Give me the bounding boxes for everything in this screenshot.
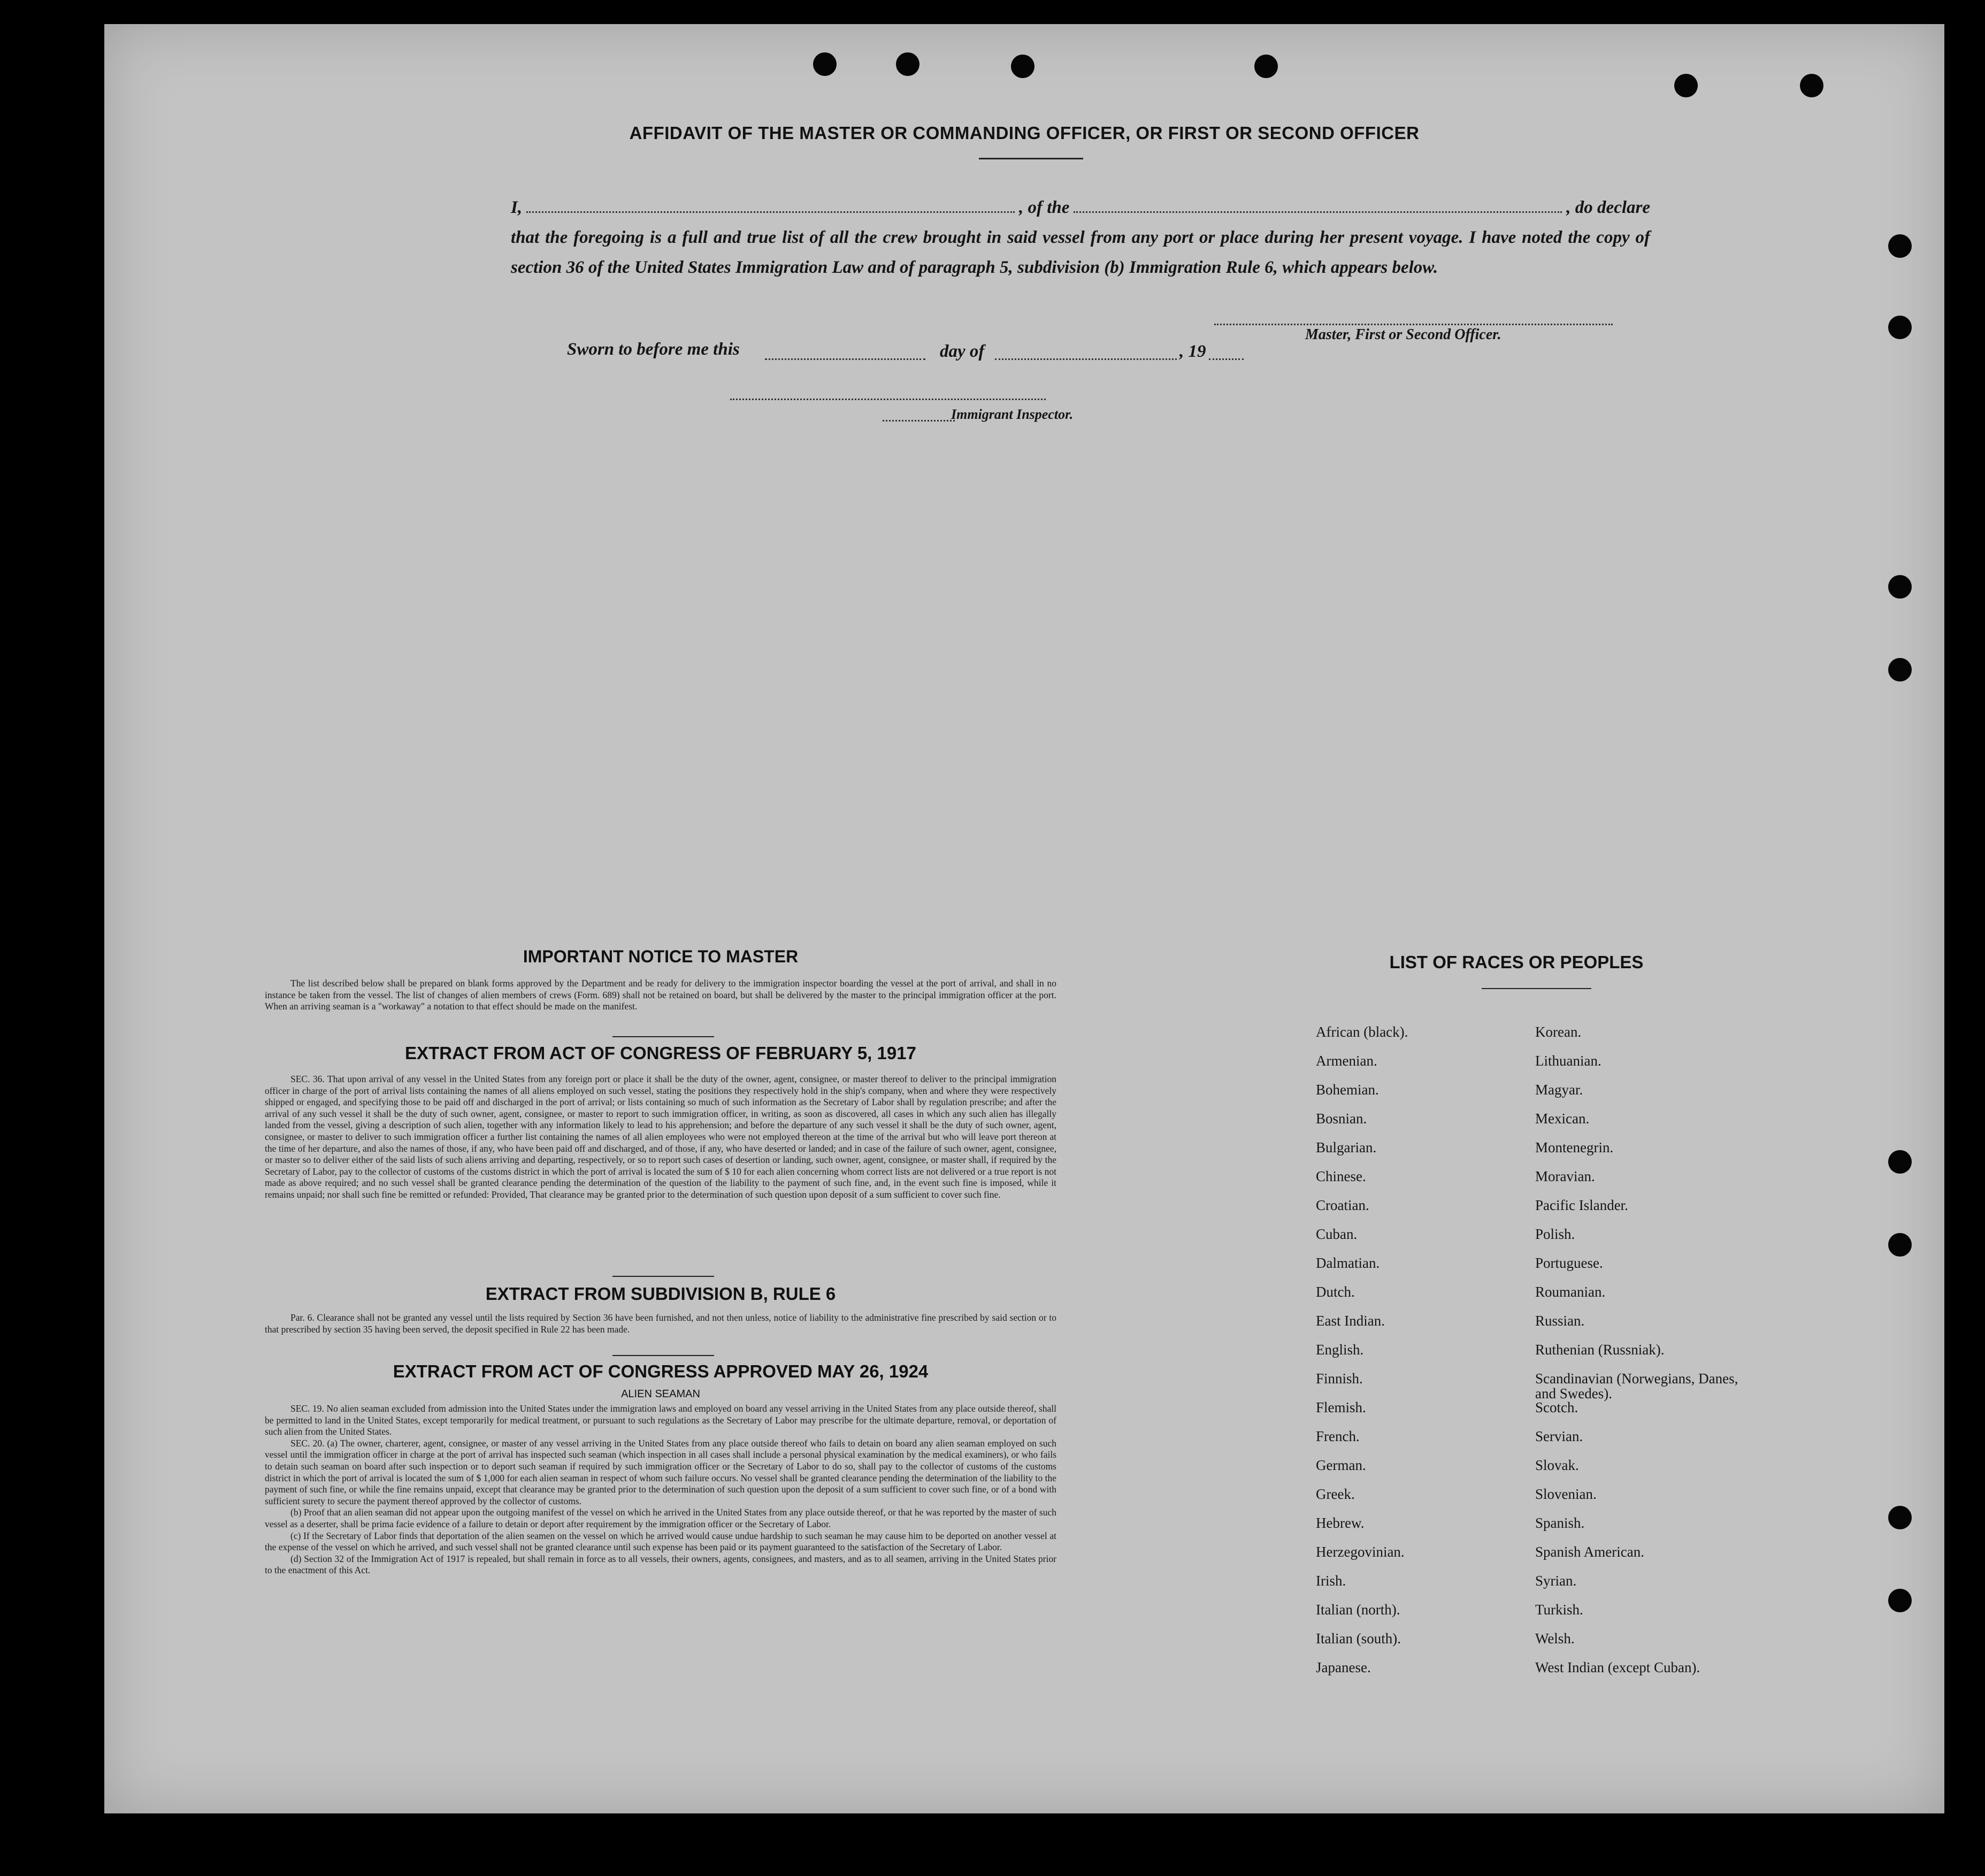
race-item: Turkish. xyxy=(1535,1602,1583,1618)
punch-hole xyxy=(896,52,919,76)
punch-hole xyxy=(1674,74,1698,97)
inspector-dots xyxy=(883,420,955,422)
inspector-label: Immigrant Inspector. xyxy=(951,407,1074,422)
race-item: Italian (north). xyxy=(1316,1602,1400,1618)
declarant-name-field[interactable] xyxy=(526,211,1015,213)
races-column-1 xyxy=(1316,1024,1541,1689)
race-item: Welsh. xyxy=(1535,1630,1575,1647)
punch-hole xyxy=(1888,1233,1912,1257)
race-item: Bulgarian. xyxy=(1316,1139,1377,1155)
race-item: Slovak. xyxy=(1535,1457,1579,1473)
year-label: , 19 xyxy=(1179,342,1206,361)
race-item: Armenian. xyxy=(1316,1053,1377,1069)
rule-6-rule xyxy=(612,1355,714,1356)
race-item: Slovenian. xyxy=(1535,1486,1597,1502)
rule-6-text xyxy=(265,1312,1056,1335)
extract-1917-title: EXTRACT FROM ACT OF CONGRESS OF FEBRUARY 5, 1917 xyxy=(405,1043,916,1063)
race-item: Magyar. xyxy=(1535,1082,1583,1098)
notice-rule xyxy=(612,1036,714,1037)
sworn-label: Sworn to before me this xyxy=(567,340,740,359)
title-rule xyxy=(979,158,1083,159)
race-item: Chinese. xyxy=(1316,1168,1366,1184)
notice-title: IMPORTANT NOTICE TO MASTER xyxy=(523,947,799,966)
race-item: Greek. xyxy=(1316,1486,1355,1502)
sec-19-paragraph: SEC. 19. No alien seaman excluded from admission into the United States under the immigration laws and employed on board any vessel arriving in the United States from any place outside thereof, shall be permitted to land in the United States, except temporarily for medical treatment, or pursuant to such regulations as the Secretary of Labor may prescribe for the ultimate departure, removal, or deportation of such alien from the United States. xyxy=(265,1403,1056,1437)
race-item: Syrian. xyxy=(1535,1573,1577,1589)
inspector-signature-field[interactable] xyxy=(730,399,1046,400)
race-item: Spanish. xyxy=(1535,1515,1585,1531)
race-item: African (black). xyxy=(1316,1024,1408,1040)
races-column-2 xyxy=(1535,1024,1749,1689)
sworn-day-field[interactable] xyxy=(765,358,925,360)
race-item: Portuguese. xyxy=(1535,1255,1603,1271)
race-item: Polish. xyxy=(1535,1226,1575,1242)
race-item: Scotch. xyxy=(1535,1399,1578,1415)
race-item: Korean. xyxy=(1535,1024,1582,1040)
punch-hole xyxy=(1888,575,1912,599)
extract-1924-title: EXTRACT FROM ACT OF CONGRESS APPROVED MAY 26, 1924 xyxy=(393,1361,929,1381)
race-item: Lithuanian. xyxy=(1535,1053,1601,1069)
punch-hole xyxy=(1800,74,1823,97)
vessel-name-field[interactable] xyxy=(1074,211,1562,213)
race-item: Moravian. xyxy=(1535,1168,1595,1184)
race-item: Scandinavian (Norwegians, Danes, and Swedes). xyxy=(1535,1370,1738,1402)
document-sheet xyxy=(104,24,1944,1813)
race-item: West Indian (except Cuban). xyxy=(1535,1659,1700,1675)
race-item: Pacific Islander. xyxy=(1535,1197,1628,1213)
declarant-prefix: I, xyxy=(511,198,523,217)
alien-seaman-subtitle: ALIEN SEAMAN xyxy=(621,1388,700,1400)
par-6-paragraph: Par. 6. Clearance shall not be granted any vessel until the lists required by Section 36 have been furnished, and not then unless, notice of liability to the administrative fine prescribed by said section or to that prescribed by section 35 having been served, the deposit specified in Rule 22 has been made. xyxy=(265,1312,1056,1335)
sec-20b-paragraph: (b) Proof that an alien seaman did not appear upon the outgoing manifest of the vessel on which he arrived in the United States from any place outside thereof, or that he was reported by the master of such vessel as a deserter, shall be prima facie evidence of a failure to detain or deport after requirement by the immigration officer or the Secretary of Labor. xyxy=(265,1507,1056,1529)
race-item: Flemish. xyxy=(1316,1399,1366,1415)
sec-20d-paragraph: (d) Section 32 of the Immigration Act of 1917 is repealed, but shall remain in force as to all vessels, their owners, agents, consignees, and masters, and as to all seamen, arriving in the United States prior to the enactment of this Act. xyxy=(265,1553,1056,1576)
punch-hole xyxy=(1888,1506,1912,1529)
extract-1924-text xyxy=(265,1403,1056,1576)
master-signature-field[interactable] xyxy=(1214,324,1613,325)
race-item: East Indian. xyxy=(1316,1313,1385,1329)
punch-hole xyxy=(1888,316,1912,339)
race-item: Hebrew. xyxy=(1316,1515,1365,1531)
sec-20c-paragraph: (c) If the Secretary of Labor finds that deportation of the alien seamen on the vessel on which he arrived would cause undue hardship to such seaman he may cause him to be deported on another vessel at the expense of the vessel on which he arrived, and such vessel shall not be granted clearance until such expense has been paid or its payment guaranteed to the satisfaction of the Secretary of Labor. xyxy=(265,1530,1056,1553)
race-item: Dalmatian. xyxy=(1316,1255,1380,1271)
race-item: German. xyxy=(1316,1457,1366,1473)
declaration-line xyxy=(511,193,1650,223)
day-of-label: day of xyxy=(940,342,985,361)
race-item: Russian. xyxy=(1535,1313,1585,1329)
race-item: Bosnian. xyxy=(1316,1111,1367,1127)
race-item: Italian (south). xyxy=(1316,1630,1401,1647)
race-item: Croatian. xyxy=(1316,1197,1369,1213)
race-item: Herzegovinian. xyxy=(1316,1544,1405,1560)
rule-6-title: EXTRACT FROM SUBDIVISION B, RULE 6 xyxy=(485,1284,836,1304)
race-item: Cuban. xyxy=(1316,1226,1358,1242)
races-rule xyxy=(1482,988,1591,989)
sec-36-paragraph: SEC. 36. That upon arrival of any vessel in the United States from any foreign port or place it shall be the duty of the owner, agent, consignee, or master thereof to deliver to the principal immigration officer in charge of the port of arrival lists containing the names of all aliens employed on such vessel, stating the positions they respectively hold in the ship's company, when and where they were respectively shipped or engaged, and specifying those to be paid off and discharged in the port of arrival; or lists containing so much of such information as the Secretary of Labor shall by regulation prescribe; and after the arrival of any such vessel it shall be the duty of such owner, agent, consignee, or master to report to such immigration officer, in writing, as soon as discovered, all cases in which any such alien has illegally landed from the vessel, giving a description of such alien, together with any information likely to lead to his apprehension; and before the departure of any such vessel it shall be the duty of such owner, agent, consignee, or master to deliver to such immigration officer a further list containing the names of all alien employees who were not employed thereon at the time of the arrival but who will leave port thereon at the time of her departure, and also the names of those, if any, who have been paid off and discharged, and of those, if any, who have deserted or landed; and in case of the failure of such owner, agent, consignee, or master so to deliver either of the said lists of such aliens arriving and departing, respectively, or so to report such cases of desertion or landing, such owner, agent, consignee, or master shall, if required by the Secretary of Labor, pay to the collector of customs of the customs district in which the port of arrival is located the sum of $ 10 for each alien concerning whom correct lists are not delivered or a true report is not made as above required; and no such vessel shall be granted clearance pending the determination of the question of the liability to the payment of such fine, and, in the event such fine is imposed, while it remains unpaid; nor shall such fine be remitted or refunded: Provided, That clearance may be granted prior to the determination of such question upon deposit of a sum sufficient to cover such fine. xyxy=(265,1074,1056,1200)
race-item: Irish. xyxy=(1316,1573,1346,1589)
punch-hole xyxy=(1011,55,1034,78)
race-item: Finnish. xyxy=(1316,1370,1363,1387)
punch-hole xyxy=(1888,1150,1912,1174)
declare-text: , do declare xyxy=(1566,198,1650,217)
extract-1917-text xyxy=(265,1074,1056,1201)
race-item: Spanish American. xyxy=(1535,1544,1644,1560)
sworn-year-field[interactable] xyxy=(1209,358,1244,360)
race-item: Mexican. xyxy=(1535,1111,1590,1127)
extract-1917-rule xyxy=(612,1276,714,1277)
vessel-prefix: , of the xyxy=(1018,198,1070,217)
notice-text xyxy=(265,978,1056,1013)
punch-hole xyxy=(813,52,837,76)
race-item: Montenegrin. xyxy=(1535,1139,1614,1155)
punch-hole xyxy=(1888,234,1912,258)
punch-hole xyxy=(1888,1589,1912,1612)
races-title: LIST OF RACES OR PEOPLES xyxy=(1389,952,1644,972)
race-item: Ruthenian (Russniak). xyxy=(1535,1342,1665,1358)
punch-hole xyxy=(1888,658,1912,682)
race-item: English. xyxy=(1316,1342,1364,1358)
race-item: Servian. xyxy=(1535,1428,1583,1444)
affidavit-statement: that the foregoing is a full and true list of all the crew brought in said vessel from any port or place during her present voyage. I have noted the copy of section 36 of the United States Immigration Law and of paragraph 5, subdivision (b) Immigration Rule 6, which appears below. xyxy=(511,228,1650,277)
master-signature-label: Master, First or Second Officer. xyxy=(1305,326,1501,343)
race-item: French. xyxy=(1316,1428,1360,1444)
race-item: Dutch. xyxy=(1316,1284,1355,1300)
affidavit-title: AFFIDAVIT OF THE MASTER OR COMMANDING OFFICER, OR FIRST OR SECOND OFFICER xyxy=(629,123,1420,143)
punch-hole xyxy=(1254,55,1278,78)
affidavit-body xyxy=(511,193,1650,282)
race-item: Japanese. xyxy=(1316,1659,1371,1675)
sec-20a-paragraph: SEC. 20. (a) The owner, charterer, agent, consignee, or master of any vessel arriving in the United States from any place outside thereof who fails to detain on board any alien seaman employed on such vessel until the immigration officer in charge at the port of arrival has inspected such seaman (which inspection in all cases shall include a personal physical examination by the medical examiners), or who fails to detain such seaman on board after such inspection or to deport such seaman if required by such immigration officer or the Secretary of Labor to do so, shall pay to the collector of customs of the customs district in which the port of arrival is located the sum of $ 1,000 for each alien seaman in respect of whom such failure occurs. No vessel shall be granted clearance pending the determination of the liability to the payment of such fine, or while the fine remains unpaid, except that clearance may be granted prior to the determination of such question upon the deposit of a sum sufficient to cover such fine, or of a bond with sufficient surety to secure the payment thereof approved by the collector of customs. xyxy=(265,1437,1056,1506)
race-item: Roumanian. xyxy=(1535,1284,1606,1300)
race-item: Bohemian. xyxy=(1316,1082,1379,1098)
notice-paragraph: The list described below shall be prepared on blank forms approved by the Department and be ready for delivery to the immigration inspector boarding the vessel at the port of arrival, and shall in no instance be taken from the vessel. The list of changes of alien members of crews (Form. 689) shall not be retained on board, but shall be delivered by the master to the principal immigration officer at the port. When an arriving seaman is a "workaway" a notation to that effect should be made on the manifest. xyxy=(265,978,1056,1012)
sworn-month-field[interactable] xyxy=(995,358,1177,360)
